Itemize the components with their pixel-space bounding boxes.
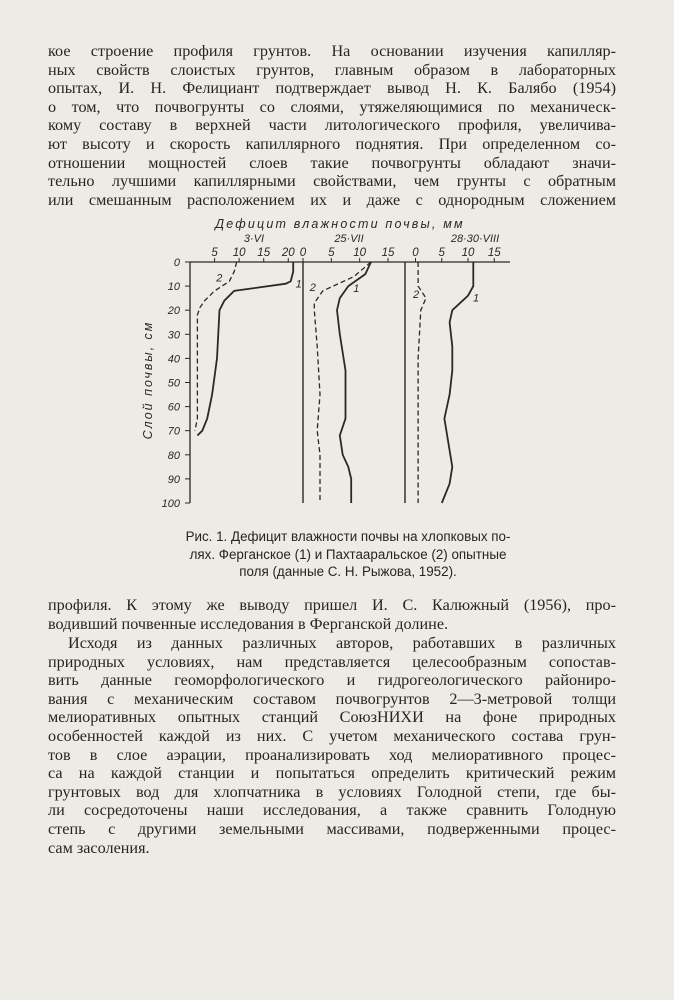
caption-line: поля (данные С. Н. Рыжова, 1952). xyxy=(239,564,457,579)
y-tick-label: 10 xyxy=(167,281,180,294)
y-tick-label: 20 xyxy=(167,305,180,318)
series-2-line xyxy=(418,262,426,503)
text-line: водивший почвенные исследования в Ферганской долине. xyxy=(48,614,449,633)
text-line: тельно лучшими капиллярными свойствами, чем грунты с обратным xyxy=(48,172,616,191)
x-tick-label: 10 xyxy=(353,247,367,259)
x-tick-label: 0 xyxy=(299,247,307,259)
text-line: или смешанным расположением их и даже с однородным сложением xyxy=(48,190,616,209)
y-tick-label: 50 xyxy=(167,377,180,390)
series-label: 2 xyxy=(412,289,420,302)
text-line: вания с механическим составом почвогрунтов 2—3-метровой толщи xyxy=(48,689,616,708)
x-tick-label: 15 xyxy=(487,247,501,259)
x-tick-label: 15 xyxy=(257,247,271,259)
text-line: мелиоративных опытных станций СоюзНИХИ на фоне природных xyxy=(48,708,616,727)
panel-date-label: 28·30·VIII xyxy=(450,233,500,245)
text-line: са на каждой станции и попытаться определить критический режим xyxy=(48,764,616,783)
text-line: Исходя из данных различных авторов, работавших в различных xyxy=(68,634,616,652)
series-label: 2 xyxy=(216,272,223,285)
y-tick-label: 60 xyxy=(167,401,180,414)
y-tick-label: 70 xyxy=(167,425,180,438)
series-1-line xyxy=(442,262,474,503)
paragraph-2 xyxy=(48,596,616,633)
text-line: степь с другими земельными массивами, подверженными процес- xyxy=(48,819,616,838)
text-line: ли сосредоточены наши исследования, а также сравнить Голодную xyxy=(48,801,616,820)
y-tick-label: 40 xyxy=(167,353,180,366)
x-tick-label: 10 xyxy=(232,247,246,259)
text-line: ных свойств слоистых грунтов, главным образом в лабораторных xyxy=(48,60,616,79)
text-line: сам засоления. xyxy=(48,838,150,857)
series-1-line xyxy=(337,262,371,503)
panel-date-label: 25·VII xyxy=(334,233,364,245)
text-line: грунтовых вод для хлопчатника в условиях Голодной степи, где бы- xyxy=(48,782,616,801)
x-tick-label: 10 xyxy=(461,247,475,259)
x-tick-label: 5 xyxy=(328,247,335,259)
y-tick-label: 30 xyxy=(167,329,180,342)
x-tick-label: 15 xyxy=(381,247,395,259)
y-axis-label: Слой почвы, см xyxy=(141,320,155,440)
text-line: природных условиях, нам представляется целесообразным сопостав- xyxy=(48,652,616,671)
series-2-line xyxy=(314,262,371,503)
text-line: вить данные геоморфологического и гидрогеологического райониро- xyxy=(48,671,616,690)
series-label: 2 xyxy=(309,281,316,294)
y-tick-label: 90 xyxy=(167,473,180,486)
series-label: 1 xyxy=(472,292,480,305)
series-label: 1 xyxy=(295,278,302,291)
y-tick-label: 0 xyxy=(173,257,180,269)
caption-line: лях. Ферганское (1) и Пахтааральское (2) опытные xyxy=(189,546,507,562)
y-tick-label: 80 xyxy=(167,449,180,462)
text-line: кому составу в верхней части литологического профиля, увеличива- xyxy=(48,116,616,135)
series-label: 1 xyxy=(353,283,360,296)
figure-caption xyxy=(178,528,518,581)
text-line: кое строение профиля грунтов. На основании изучения капилляр- xyxy=(48,42,616,60)
text-line: особенностей каждой из них. С учетом механического состава грун- xyxy=(48,726,616,745)
x-tick-label: 5 xyxy=(211,247,218,259)
x-tick-label: 20 xyxy=(281,247,295,259)
text-line: профиля. К этому же выводу пришел И. С. Калюжный (1956), про- xyxy=(48,596,616,614)
panel-date-label: 3·VI xyxy=(243,233,265,245)
series-2-line xyxy=(195,262,237,431)
text-line: опытах, И. Н. Фелициант подтверждает вывод Н. К. Балябо (1954) xyxy=(48,79,616,98)
text-line: отношении мощностей слоев такие почвогрунты обладают значи- xyxy=(48,153,616,172)
caption-line: Рис. 1. Дефицит влажности почвы на хлопковых по- xyxy=(185,529,511,544)
series-1-line xyxy=(197,262,293,436)
text-line: ют высоту и скорость капиллярного поднятия. При определенном со- xyxy=(48,134,616,153)
y-tick-label: 100 xyxy=(161,498,180,510)
x-tick-label: 5 xyxy=(438,247,445,259)
x-tick-label: 0 xyxy=(412,247,419,259)
text-line: о том, что почвогрунты со слоями, утяжеляющимися по механическ- xyxy=(48,97,616,116)
text-line: тов в слое аэрации, проанализировать ход мелиоративного процес- xyxy=(48,745,616,764)
paragraph-3 xyxy=(48,634,616,857)
chart-title: Дефицит влажности почвы, мм xyxy=(215,217,465,231)
